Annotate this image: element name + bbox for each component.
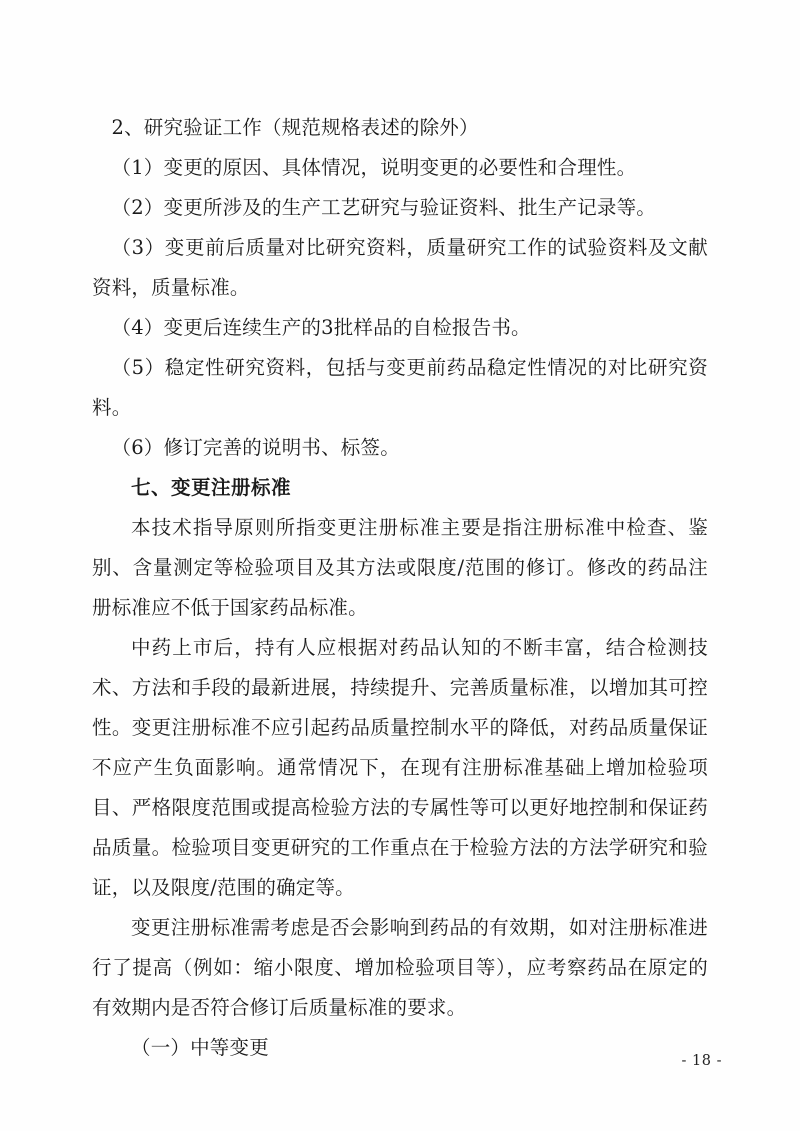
paragraph-post-market-quality-standard: 中药上市后，持有人应根据对药品认知的不断丰富，结合检测技术、方法和手段的最新进展，持续提升、完善质量标准，以增加其可控性。变更注册标准不应引起药品质量控制水平的降低，对药品质量保证不应产生负面影响。通常情况下，在现有注册标准基础上增加检验项目、严格限度范围或提高检验方法的专属性等可以更好地控制和保证药品质量。检验项目变更研究的工作重点在于检验方法的方法学研究和验证，以及限度/范围的确定等。 [92,636,708,899]
page-number: - 18 - [681,1053,722,1069]
paragraph-item-4: （4）变更后连续生产的3批样品的自检报告书。 [111,316,531,339]
paragraph-item-1: （1）变更的原因、具体情况，说明变更的必要性和合理性。 [111,156,637,179]
paragraph-research-validation-title: 2、研究验证工作（规范规格表述的除外） [111,116,479,139]
paragraph-scope-of-registration-standard: 本技术指导原则所指变更注册标准主要是指注册标准中检查、鉴别、含量测定等检验项目及其方法或限度/范围的修订。修改的药品注册标准应不低于国家药品标准。 [92,516,708,619]
paragraph-subsection-moderate-change: （一）中等变更 [131,1036,269,1059]
section-heading-seven: 七、变更注册标准 [131,476,292,499]
document-body [92,108,708,1068]
paragraph-shelf-life-consideration: 变更注册标准需考虑是否会影响到药品的有效期，如对注册标准进行了提高（例如：缩小限度、增加检验项目等），应考察药品在原定的有效期内是否符合修订后质量标准的要求。 [92,916,708,1019]
paragraph-item-3: （3）变更前后质量对比研究资料，质量研究工作的试验资料及文献资料，质量标准。 [92,236,708,299]
paragraph-item-2: （2）变更所涉及的生产工艺研究与验证资料、批生产记录等。 [111,196,657,219]
paragraph-item-6: （6）修订完善的说明书、标签。 [111,436,400,459]
paragraph-item-5: （5）稳定性研究资料，包括与变更前药品稳定性情况的对比研究资料。 [92,356,708,419]
